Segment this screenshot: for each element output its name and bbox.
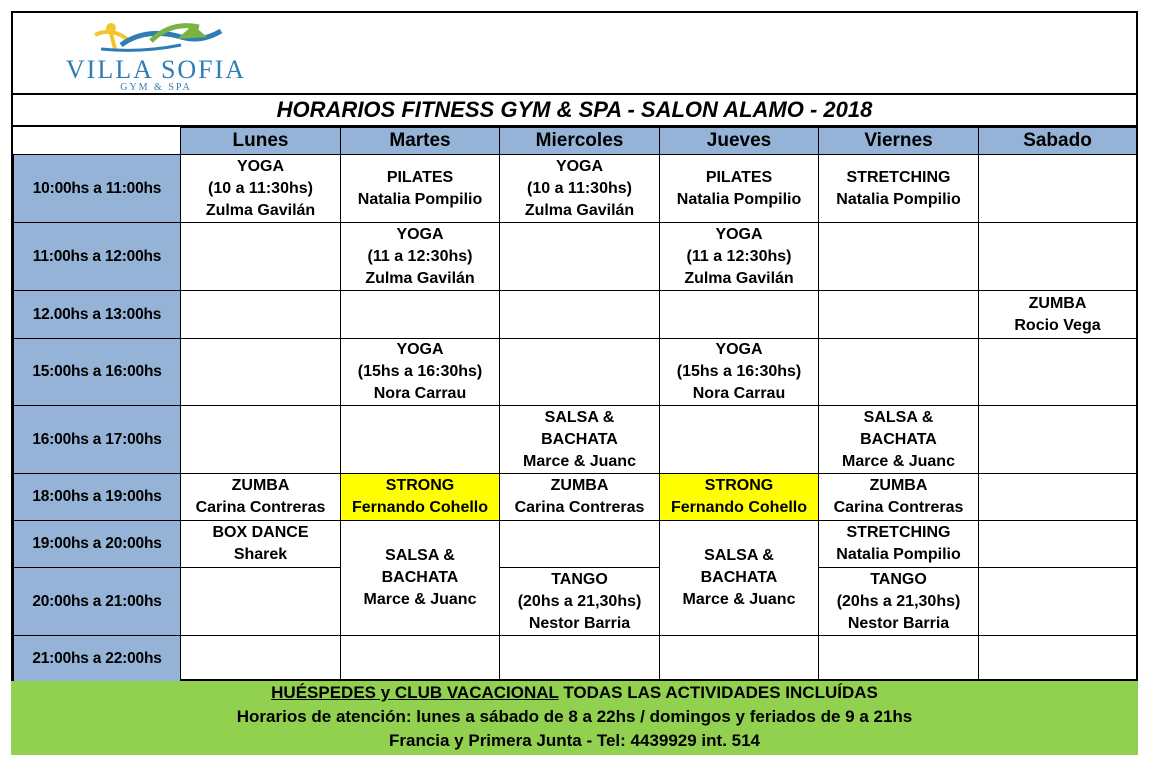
- empty-cell: [500, 291, 660, 339]
- instructor-name: Nestor Barria: [847, 614, 950, 632]
- empty-cell: [181, 636, 341, 682]
- class-hours: (11 a 12:30hs): [367, 247, 473, 265]
- instructor-name: Carina Contreras: [833, 499, 964, 516]
- instructor-name: Rocio Vega: [1014, 316, 1101, 334]
- class-name: YOGA: [555, 157, 604, 175]
- class-name: YOGA: [715, 341, 763, 358]
- class-cell: [819, 406, 979, 474]
- empty-cell: [181, 339, 341, 406]
- class-hours: (15hs a 16:30hs): [357, 363, 483, 380]
- empty-cell: [979, 568, 1137, 636]
- class-cell: [181, 521, 341, 568]
- class-cell: [341, 339, 500, 406]
- instructor-name: Zulma Gavilán: [684, 269, 794, 287]
- time-slot: 21:00hs a 22:00hs: [14, 636, 181, 682]
- class-cell: [660, 155, 819, 223]
- instructor-name: Marce & Juanc: [363, 591, 477, 608]
- empty-cell: [500, 636, 660, 682]
- empty-cell: [181, 406, 341, 474]
- class-name-cont: BACHATA: [541, 430, 618, 448]
- class-name: ZUMBA: [550, 477, 609, 494]
- class-cell: [979, 291, 1137, 339]
- empty-cell: [500, 521, 660, 568]
- instructor-name: Marce & Juanc: [523, 452, 636, 470]
- schedule-frame: [11, 11, 1138, 681]
- empty-cell: [181, 291, 341, 339]
- class-name: YOGA: [236, 157, 285, 175]
- empty-cell: [660, 406, 819, 474]
- table-row: [14, 636, 1137, 682]
- class-name: ZUMBA: [869, 477, 928, 494]
- class-cell-highlighted: [660, 474, 819, 521]
- class-name-cont: BACHATA: [381, 569, 459, 586]
- time-slot: 19:00hs a 20:00hs: [14, 521, 181, 568]
- class-hours: (11 a 12:30hs): [686, 247, 792, 265]
- time-slot: 10:00hs a 11:00hs: [14, 155, 181, 223]
- schedule-title: HORARIOS FITNESS GYM & SPA - SALON ALAMO - 2018: [13, 95, 1136, 127]
- class-cell: [660, 521, 819, 636]
- empty-cell: [979, 406, 1137, 474]
- empty-cell: [341, 291, 500, 339]
- brand-name: VILLA SOFIA: [65, 55, 247, 84]
- class-name: STRONG: [704, 477, 774, 494]
- class-name: PILATES: [386, 168, 454, 186]
- day-header-row: [14, 128, 1137, 155]
- empty-cell: [819, 339, 979, 406]
- class-name: STRONG: [385, 477, 455, 494]
- empty-cell: [979, 636, 1137, 682]
- empty-cell: [819, 223, 979, 291]
- class-name-cont: BACHATA: [700, 569, 778, 586]
- class-cell: [819, 521, 979, 568]
- class-name: TANGO: [870, 570, 927, 588]
- time-slot: 20:00hs a 21:00hs: [14, 568, 181, 636]
- day-header-lunes: Lunes: [181, 128, 341, 155]
- empty-cell: [181, 568, 341, 636]
- table-row: [14, 406, 1137, 474]
- class-cell: [341, 223, 500, 291]
- class-hours: (20hs a 21,30hs): [517, 592, 642, 610]
- class-name: TANGO: [551, 570, 608, 588]
- class-name-cont: BACHATA: [860, 430, 937, 448]
- class-cell: [500, 474, 660, 521]
- class-name: STRETCHING: [846, 168, 951, 186]
- class-cell: [341, 155, 500, 223]
- table-row: [14, 521, 1137, 568]
- instructor-name: Natalia Pompilio: [357, 190, 483, 208]
- table-row: [14, 223, 1137, 291]
- class-cell-highlighted: [341, 474, 500, 521]
- class-cell: [181, 474, 341, 521]
- empty-cell: [341, 406, 500, 474]
- day-header-viernes: Viernes: [819, 128, 979, 155]
- instructor-name: Fernando Cohello: [671, 499, 807, 516]
- table-row: [14, 155, 1137, 223]
- time-slot: 11:00hs a 12:00hs: [14, 223, 181, 291]
- footer-opening-hours: Horarios de atención: lunes a sábado de 8 a 22hs / domingos y feriados de 9 a 21hs: [236, 707, 913, 726]
- class-name: SALSA &: [704, 547, 774, 564]
- class-name: SALSA &: [863, 408, 934, 426]
- day-header-miercoles: Miercoles: [500, 128, 660, 155]
- empty-cell: [181, 223, 341, 291]
- time-slot: 16:00hs a 17:00hs: [14, 406, 181, 474]
- class-name: PILATES: [705, 168, 773, 186]
- corner-cell: [14, 128, 181, 155]
- class-cell: [660, 339, 819, 406]
- footer-activities-note: TODAS LAS ACTIVIDADES INCLUÍDAS: [558, 683, 878, 702]
- instructor-name: Sharek: [233, 546, 288, 563]
- empty-cell: [979, 339, 1137, 406]
- time-slot: 15:00hs a 16:00hs: [14, 339, 181, 406]
- instructor-name: Natalia Pompilio: [836, 546, 961, 563]
- instructor-name: Carina Contreras: [514, 499, 645, 516]
- empty-cell: [979, 474, 1137, 521]
- instructor-name: Zulma Gavilán: [365, 269, 475, 287]
- class-hours: (10 a 11:30hs): [527, 179, 632, 197]
- day-header-sabado: Sabado: [979, 128, 1137, 155]
- empty-cell: [341, 636, 500, 682]
- instructor-name: Natalia Pompilio: [836, 190, 961, 208]
- brand-subtitle: GYM & SPA: [120, 82, 192, 93]
- footer-address-phone: Francia y Primera Junta - Tel: 4439929 int. 514: [388, 731, 761, 750]
- instructor-name: Fernando Cohello: [352, 499, 488, 516]
- header: [13, 13, 1136, 95]
- class-cell: [819, 474, 979, 521]
- class-name: STRETCHING: [846, 524, 951, 541]
- empty-cell: [819, 291, 979, 339]
- time-slot: 12.00hs a 13:00hs: [14, 291, 181, 339]
- class-cell: [341, 521, 500, 636]
- instructor-name: Zulma Gavilán: [205, 201, 316, 219]
- empty-cell: [660, 636, 819, 682]
- class-hours: (15hs a 16:30hs): [676, 363, 802, 380]
- class-name: ZUMBA: [1028, 294, 1087, 312]
- time-slot: 18:00hs a 19:00hs: [14, 474, 181, 521]
- class-name: ZUMBA: [231, 477, 290, 494]
- empty-cell: [979, 521, 1137, 568]
- class-name: YOGA: [396, 341, 444, 358]
- class-cell: [660, 223, 819, 291]
- instructor-name: Marce & Juanc: [842, 452, 955, 470]
- swimmer-logo-icon: [81, 19, 231, 59]
- day-header-martes: Martes: [341, 128, 500, 155]
- table-row: [14, 339, 1137, 406]
- class-name: YOGA: [396, 225, 444, 243]
- instructor-name: Nora Carrau: [692, 385, 786, 402]
- class-hours: (10 a 11:30hs): [208, 179, 313, 197]
- instructor-name: Nora Carrau: [373, 385, 467, 402]
- day-header-jueves: Jueves: [660, 128, 819, 155]
- instructor-name: Natalia Pompilio: [676, 190, 802, 208]
- class-cell: [819, 155, 979, 223]
- instructor-name: Zulma Gavilán: [524, 201, 635, 219]
- class-name: SALSA &: [544, 408, 615, 426]
- empty-cell: [660, 291, 819, 339]
- empty-cell: [819, 636, 979, 682]
- class-hours: (20hs a 21,30hs): [836, 592, 961, 610]
- table-row: [14, 291, 1137, 339]
- table-row: [14, 474, 1137, 521]
- villa-sofia-logo: [21, 19, 291, 93]
- class-name: SALSA &: [385, 547, 455, 564]
- class-cell: [819, 568, 979, 636]
- table-row: [14, 568, 1137, 636]
- empty-cell: [979, 223, 1137, 291]
- class-cell: [500, 568, 660, 636]
- class-cell: [500, 406, 660, 474]
- class-cell: [181, 155, 341, 223]
- instructor-name: Carina Contreras: [195, 499, 326, 516]
- footer-guests-label: HUÉSPEDES y CLUB VACACIONAL: [271, 683, 559, 702]
- instructor-name: Nestor Barria: [528, 614, 631, 632]
- footer-line-1: [11, 681, 1138, 705]
- empty-cell: [500, 223, 660, 291]
- class-cell: [500, 155, 660, 223]
- empty-cell: [979, 155, 1137, 223]
- empty-cell: [500, 339, 660, 406]
- class-name: YOGA: [715, 225, 763, 243]
- footer-info: [11, 681, 1138, 755]
- schedule-table: [13, 127, 1137, 682]
- class-name: BOX DANCE: [212, 524, 309, 541]
- instructor-name: Marce & Juanc: [682, 591, 796, 608]
